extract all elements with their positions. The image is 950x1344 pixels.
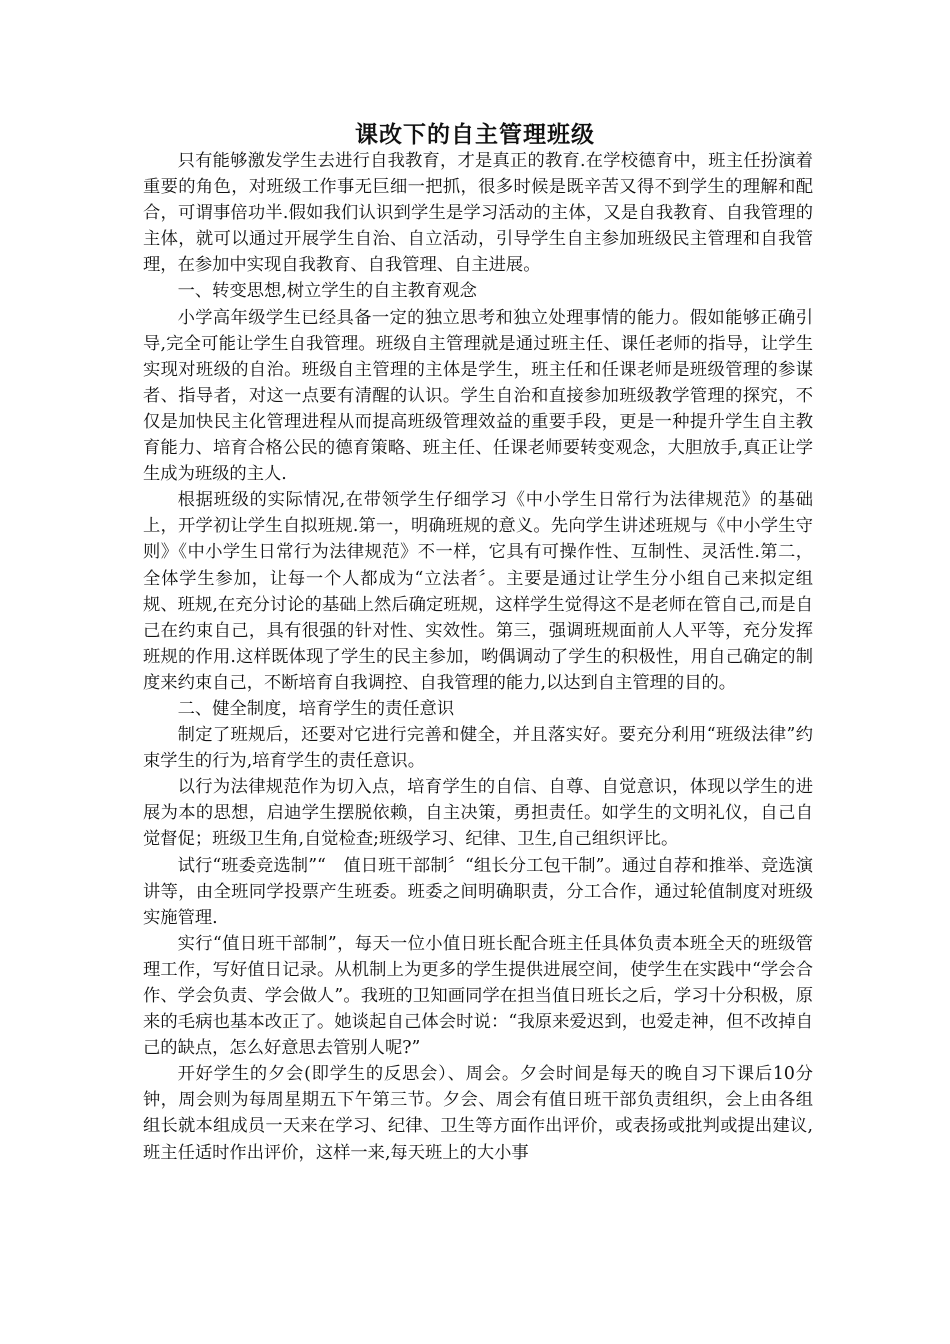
paragraph: 实行“值日班干部制”，每天一位小值日班长配合班主任具体负责本班全天的班级管理工作，写好值日记录。从机制上为更多的学生提供进展空间，使学生在实践中“学会合作、学会负责、学会做人”。我班的卫知画同学在担当值日班长之后，学习十分积极，原来的毛病也基本改正了。她谈起自己体会时说：“我原来爱迟到，也爱走神，但不改掉自己的缺点，怎么好意思去管别人呢?” (143, 933, 813, 1059)
document-body (143, 148, 813, 1166)
paragraph: 根据班级的实际情况,在带领学生仔细学习《中小学生日常行为法律规范》的基础上，开学初让学生自拟班规.第一，明确班规的意义。先向学生讲述班规与《中小学生守则》《中小学生日常行为法律规范》不一样，它具有可操作性、互制性、灵活性.第二，全体学生参加，让每一个人都成为“立法者〞。主要是通过让学生分小组自己来拟定组规、班规,在充分讨论的基础上然后确定班规，这样学生觉得这不是老师在管自己,而是自己在约束自己，具有很强的针对性、实效性。第三，强调班规面前人人平等，充分发挥班规的作用.这样既体现了学生的民主参加，哟偶调动了学生的积极性，用自己确定的制度来约束自己，不断培育自我调控、自我管理的能力,以达到自主管理的目的。 (143, 490, 813, 693)
section-heading-1: 一、转变思想,树立学生的自主教育观念 (177, 281, 477, 302)
paragraph-intro: 只有能够激发学生去进行自我教育，才是真正的教育.在学校德育中，班主任扮演着重要的角色，对班级工作事无巨细一把抓，很多时候是既辛苦又得不到学生的理解和配合，可谓事倍功半.假如我们认识到学生是学习活动的主体，又是自我教育、自我管理的主体，就可以通过开展学生自治、自立活动，引导学生自主参加班级民主管理和自我管理，在参加中实现自我教育、自我管理、自主进展。 (143, 151, 813, 276)
paragraph: 以行为法律规范作为切入点，培育学生的自信、自尊、自觉意识，体现以学生的进展为本的思想，启迪学生摆脱依赖，自主决策，勇担责任。如学生的文明礼仪，自己自觉督促；班级卫生角,自觉检查;班级学习、纪律、卫生,自己组织评比。 (143, 777, 813, 850)
paragraph: 制定了班规后，还要对它进行完善和健全，并且落实好。要充分利用“班级法律”约束学生的行为,培育学生的责任意识。 (143, 725, 813, 772)
paragraph: 试行“班委竞选制”“ 值日班干部制〞“组长分工包干制”。通过自荐和推举、竞选演讲等，由全班同学投票产生班委。班委之间明确职责，分工合作，通过轮值制度对班级实施管理. (143, 855, 813, 928)
paragraph: 小学高年级学生已经具备一定的独立思考和独立处理事情的能力。假如能够正确引导,完全可能让学生自我管理。班级自主管理就是通过班主任、课任老师的指导，让学生实现对班级的自治。班级自主管理的主体是学生，班主任和任课老师是班级管理的参谋者、指导者，对这一点要有清醒的认识。学生自治和直接参加班级教学管理的探究，不仅是加快民主化管理进程从而提高班级管理效益的重要手段，更是一种提升学生自主教育能力、培育合格公民的德育策略、班主任、任课老师要转变观念，大胆放手,真正让学生成为班级的主人. (143, 307, 813, 485)
section-heading-2: 二、健全制度，培育学生的责任意识 (177, 698, 455, 719)
paragraph: 开好学生的夕会(即学生的反思会）、周会。夕会时间是每天的晚自习下课后10分钟，周会则为每周星期五下午第三节。夕会、周会有值日班干部负责组织，会上由各组组长就本组成员一天来在学习、纪律、卫生等方面作出评价，或表扬或批判或提出建议,班主任适时作出评价，这样一来,每天班上的大小事 (143, 1064, 813, 1163)
document-title: 课改下的自主管理班级 (355, 121, 595, 148)
